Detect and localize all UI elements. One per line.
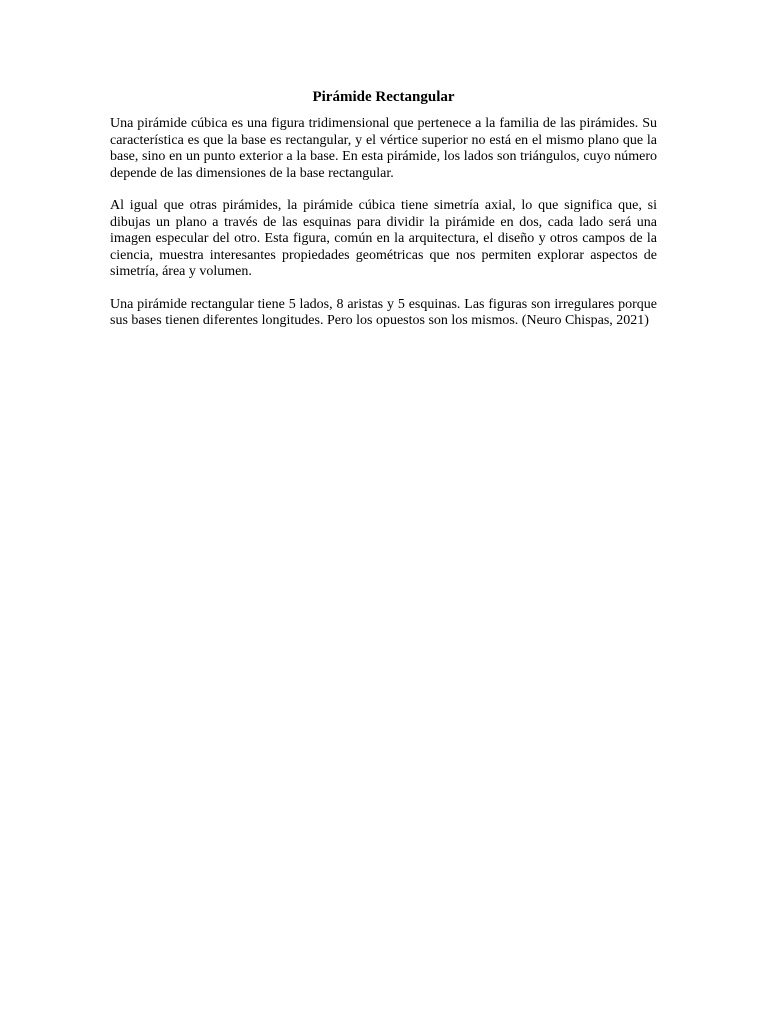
document-body bbox=[110, 88, 657, 346]
paragraph-1: Una pirámide cúbica es una figura tridimensional que pertenece a la familia de las pirámides. Su característica es que la base es rectangular, y el vértice superior no está en el mismo plano que la base, sino en un punto exterior a la base. En esta pirámide, los lados son triángulos, cuyo número depende de las dimensiones de la base rectangular. bbox=[110, 116, 657, 181]
paragraph-3: Una pirámide rectangular tiene 5 lados, 8 aristas y 5 esquinas. Las figuras son irregulares porque sus bases tienen diferentes longitudes. Pero los opuestos son los mismos. (Neuro Chispas, 2021) bbox=[110, 296, 657, 328]
document-title: Pirámide Rectangular bbox=[312, 89, 455, 105]
paragraph-2: Al igual que otras pirámides, la pirámide cúbica tiene simetría axial, lo que significa que, si dibujas un plano a través de las esquinas para dividir la pirámide en dos, cada lado será una imagen especular del otro. Esta figura, común en la arquitectura, el diseño y otros campos de la ciencia, muestra interesantes propiedades geométricas que nos permiten explorar aspectos de simetría, área y volumen. bbox=[110, 198, 657, 279]
